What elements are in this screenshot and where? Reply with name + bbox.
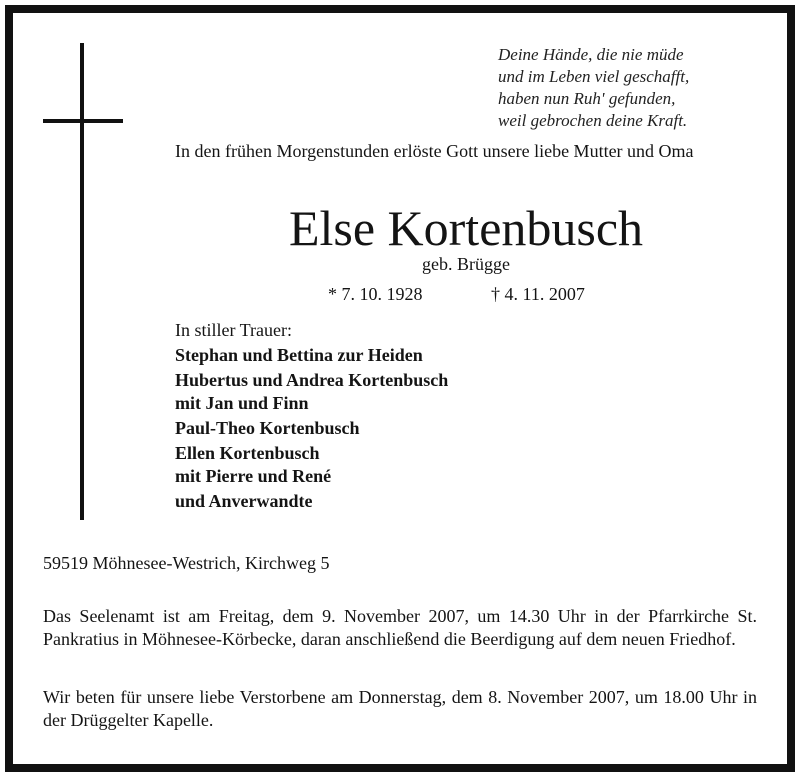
family-entry <box>175 442 575 488</box>
address: 59519 Möhnesee-Westrich, Kirchweg 5 <box>43 553 330 573</box>
family-line: und Anverwandte <box>175 491 313 511</box>
intro-text: In den frühen Morgenstunden erlöste Gott unsere liebe Mutter und Oma <box>175 141 694 161</box>
deceased-name: Else Kortenbusch <box>288 200 644 256</box>
family-line: mit Jan und Finn <box>175 393 309 413</box>
mourning-intro: In stiller Trauer: <box>175 320 292 340</box>
maiden-name: geb. Brügge <box>422 254 510 274</box>
prayer-info: Wir beten für unsere liebe Verstorbene am Donnerstag, dem 8. November 2007, um 18.00 Uhr in der Drüggelter Kapelle. <box>43 687 757 730</box>
family-line: Stephan und Bettina zur Heiden <box>175 345 423 365</box>
family-line: Ellen Kortenbusch <box>175 443 320 463</box>
family-entry <box>175 490 575 513</box>
cross-icon <box>80 43 84 520</box>
family-entry <box>175 344 575 367</box>
family-line: mit Pierre und René <box>175 466 332 486</box>
family-line: Paul-Theo Kortenbusch <box>175 418 360 438</box>
family-line: Hubertus und Andrea Kortenbusch <box>175 370 449 390</box>
death-date: † 4. 11. 2007 <box>491 284 585 304</box>
family-entry <box>175 369 575 415</box>
requiem-info: Das Seelenamt ist am Freitag, dem 9. November 2007, um 14.30 Uhr in der Pfarrkirche St. Pankratius in Möhnesee-Körbecke, daran anschließend die Beerdigung auf dem neuen Friedhof. <box>43 606 757 649</box>
memorial-verse <box>498 44 738 132</box>
family-list <box>175 344 575 513</box>
cross-icon-bar <box>43 119 123 123</box>
family-entry <box>175 417 575 440</box>
verse-line: weil gebrochen deine Kraft. <box>498 111 688 130</box>
verse-line: haben nun Ruh' gefunden, <box>498 89 676 108</box>
mourners-section <box>175 318 575 513</box>
verse-line: Deine Hände, die nie müde <box>498 45 684 64</box>
birth-date: * 7. 10. 1928 <box>328 284 423 304</box>
verse-line: und im Leben viel geschafft, <box>498 67 690 86</box>
